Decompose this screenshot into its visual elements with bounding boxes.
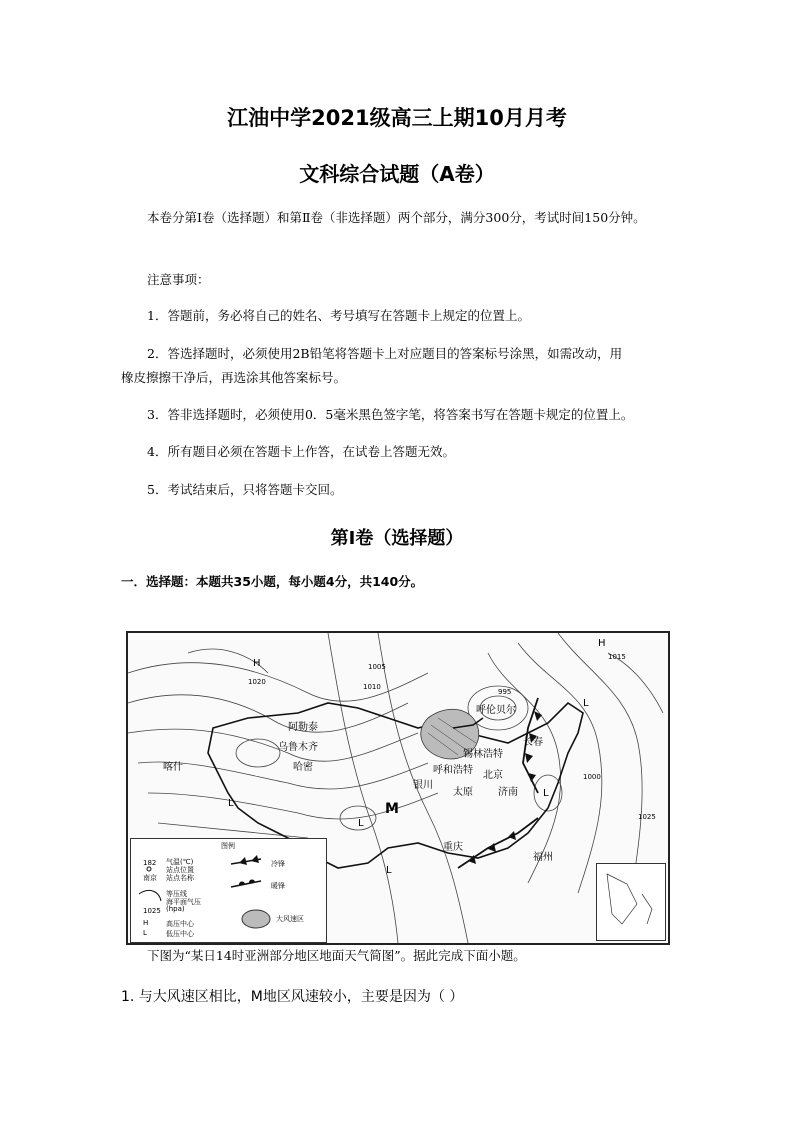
map-isobar-label: 1015 — [608, 653, 626, 661]
map-low-label: L — [228, 798, 234, 809]
map-isobar-label: 995 — [498, 688, 512, 696]
legend-sea-level: 海平面气压 — [166, 898, 201, 906]
legend-sample-iso: 1025 — [143, 907, 161, 915]
note-item-2: 2．答选择题时，必须使用2B铅笔将答题卡上对应题目的答案标号涂黑，如需改动，用 — [147, 346, 623, 361]
map-yinchuan-label: 银川 — [413, 780, 433, 791]
legend-isobar: 等压线 — [166, 890, 187, 898]
map-kashgar-label: 喀什 — [163, 762, 183, 773]
map-hulunbuir-label: 呼伦贝尔 — [476, 705, 516, 716]
map-urumqi-label: 乌鲁木齐 — [278, 742, 318, 753]
map-isobar-label: 1010 — [363, 683, 381, 691]
exam-title: 江油中学2021级高三上期10月月考 — [227, 106, 567, 130]
map-fuzhou-label: 福州 — [533, 852, 553, 863]
map-low-label: L — [583, 698, 589, 709]
legend-sample-temp: 182 — [143, 859, 157, 867]
inset-drawing — [597, 864, 665, 940]
map-high-label: H — [598, 638, 606, 649]
question-section-heading: 一．选择题：本题共35小题，每小题4分，共140分。 — [121, 574, 424, 589]
legend-temp: 气温(℃) — [166, 858, 194, 866]
legend-station-pos: 站点位置 — [166, 866, 194, 874]
map-inset-box — [596, 863, 666, 941]
map-low-label: L — [358, 818, 364, 829]
map-chongqing-label: 重庆 — [443, 842, 463, 853]
map-low-label: L — [386, 865, 392, 876]
weather-map — [126, 631, 670, 945]
note-item-3: 3．答非选择题时，必须使用0．5毫米黑色签字笔，将答案书写在答题卡规定的位置上。 — [147, 407, 634, 422]
note-item-4: 4．所有题目必须在答题卡上作答，在试卷上答题无效。 — [147, 444, 455, 459]
map-isobar-label: 1025 — [638, 813, 656, 821]
map-low-label: L — [543, 788, 549, 799]
legend-symbols — [131, 839, 326, 942]
map-taiyuan-label: 太原 — [453, 787, 473, 798]
section-title: 第Ⅰ卷（选择题） — [330, 528, 464, 549]
map-m-label: M — [385, 801, 399, 817]
map-isobar-label: 1020 — [248, 678, 266, 686]
map-hohhot-label: 呼和浩特 — [433, 765, 473, 776]
legend-title: 图例 — [221, 842, 235, 850]
map-isobar-label: 1000 — [583, 773, 601, 781]
legend-cold-front: 冷锋 — [271, 860, 285, 868]
legend-l: L — [143, 929, 147, 937]
legend-high: 高压中心 — [166, 920, 194, 928]
map-isobar-label: 1005 — [368, 663, 386, 671]
question-1: 1. 与大风速区相比，M地区风速较小，主要是因为（ ） — [121, 989, 464, 1005]
map-beijing-label: 北京 — [483, 770, 503, 781]
map-legend — [130, 838, 327, 943]
legend-station-name: 站点名称 — [166, 874, 194, 882]
legend-gale-zone: 大风速区 — [276, 915, 304, 923]
map-changchun-label: 长春 — [523, 737, 543, 748]
legend-warm-front: 暖锋 — [271, 882, 285, 890]
map-hami-label: 哈密 — [293, 762, 313, 773]
legend-nanjing: 南京 — [143, 874, 157, 882]
note-item-2-cont: 橡皮擦擦干净后，再选涂其他答案标号。 — [121, 370, 347, 385]
legend-unit: (hpa) — [166, 905, 185, 913]
intro-text: 本卷分第Ⅰ卷（选择题）和第Ⅱ卷（非选择题）两个部分，满分300分，考试时间150分钟。 — [147, 210, 646, 225]
map-altay-label: 阿勒泰 — [288, 722, 318, 733]
legend-h: H — [143, 919, 149, 927]
note-item-1: 1．答题前，务必将自己的姓名、考号填写在答题卡上规定的位置上。 — [147, 308, 530, 323]
legend-low: 低压中心 — [166, 930, 194, 938]
notes-heading: 注意事项： — [147, 272, 210, 287]
map-xilinhot-label: 锡林浩特 — [463, 749, 503, 760]
note-item-5: 5．考试结束后，只将答题卡交回。 — [147, 482, 343, 497]
exam-subtitle: 文科综合试题（A卷） — [299, 162, 495, 186]
map-jinan-label: 济南 — [498, 787, 518, 798]
map-caption: 下图为“某日14时亚洲部分地区地面天气简图”。据此完成下面小题。 — [147, 948, 526, 963]
map-high-label: H — [253, 658, 261, 669]
